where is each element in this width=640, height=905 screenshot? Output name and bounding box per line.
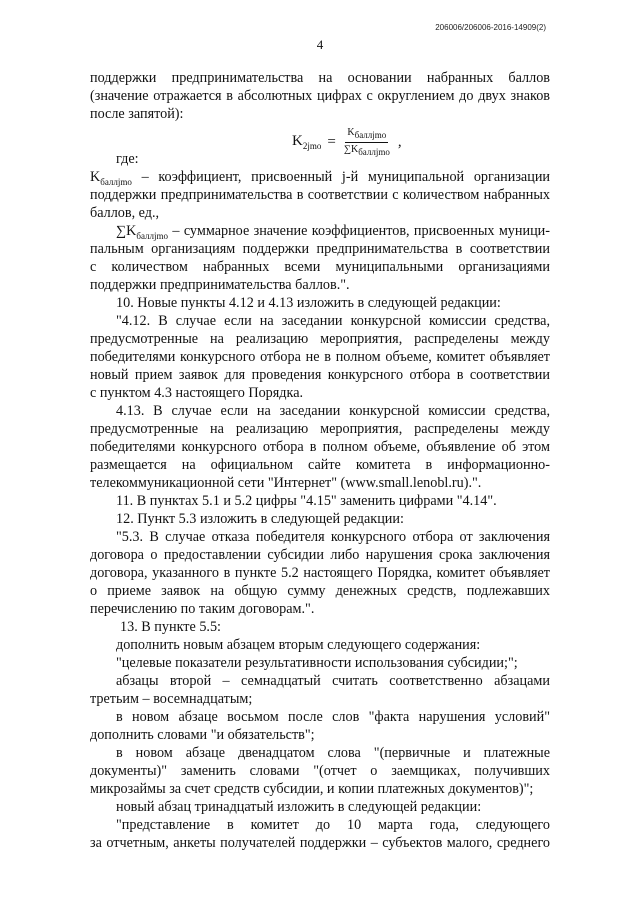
text-line: 11. В пунктах 5.1 и 5.2 цифры "4.15" заменить цифрами "4.14".	[116, 493, 497, 509]
text-line: после запятой):	[90, 106, 184, 122]
text-line: за отчетным, анкеты получателей поддержки – субъектов малого, среднего	[90, 835, 550, 851]
text-line: (значение отражается в абсолютных цифрах с округлением до двух знаков	[90, 88, 550, 104]
definition-line: $K_{баллjmo}$ – коэффициент, присвоенный j-й муниципальной организации	[90, 169, 550, 187]
formula-lhs: $K_{2jmo}$	[292, 133, 322, 151]
formula-equals: =	[327, 133, 336, 150]
text-line: в новом абзаце двенадцатом слова "(первичные и платежные	[116, 745, 550, 761]
text-line: 4.13. В случае если на заседании конкурсной комиссии средства,	[116, 403, 550, 419]
text-line: третьим – восемнадцатым;	[90, 691, 253, 707]
text-line: поддержки предпринимательства в соответствии с количеством набранных	[90, 187, 550, 203]
text-line: победителями конкурсного отбора в полном объеме, объявление об этом	[90, 439, 550, 455]
text-line: поддержки предпринимательства баллов.".	[90, 277, 350, 293]
text-line: телекоммуникационной сети "Интернет" (www.small.lenobl.ru).".	[90, 475, 482, 491]
page-number: 4	[316, 37, 324, 52]
text-line: размещается на официальном сайте комитета в информационно-	[90, 457, 550, 473]
text-line: с пунктом 4.3 настоящего Порядка.	[90, 385, 304, 401]
text-line: предусмотренные на реализацию мероприятия, распределены между	[90, 421, 550, 437]
text-line: договора о предоставлении субсидии либо нарушения срока заключения	[90, 547, 550, 563]
text-line: поддержки предпринимательства на основании набранных баллов	[90, 70, 550, 86]
document-id: 206006/206006-2016-14909(2)	[435, 23, 546, 32]
text-line: в новом абзаце восьмом после слов "факта нарушения условий"	[116, 709, 550, 725]
text-line: 13. В пункте 5.5:	[120, 619, 221, 635]
text-line: "5.3. В случае отказа победителя конкурсного отбора от заключения	[116, 529, 550, 545]
formula-comma: ,	[397, 133, 402, 150]
text-line: перечислению по таким договорам.".	[90, 601, 315, 617]
text-line: пальным организациям поддержки предпринимательства в соответствии	[90, 241, 550, 257]
text-line: 12. Пункт 5.3 изложить в следующей редакции:	[116, 511, 404, 527]
text-line: дополнить словами "и обязательств";	[90, 727, 315, 743]
text-line: "представление в комитет до 10 марта года, следующего	[116, 817, 550, 833]
definition-line: $\sum K_{баллjmo}$ – суммарное значение коэффициентов, присвоенных муници-	[116, 223, 550, 241]
text-line: абзацы второй – семнадцатый считать соответственно абзацами	[116, 673, 550, 689]
text-line: новый прием заявок для проведения конкурсного отбора в соответствии	[90, 367, 550, 383]
text-line: документы)" заменить словами "(отчет о заемщиках, получивших	[90, 763, 550, 779]
text-line: договора, указанного в пункте 5.2 настоящего Порядка, комитет объявляет	[90, 565, 550, 581]
text-line: с количеством набранных всеми муниципальными организациями	[90, 259, 550, 275]
text-line: баллов, ед.,	[90, 205, 160, 221]
formula-denominator: $\sum K_{баллjmo}$	[343, 143, 390, 157]
formula-numerator: $K_{баллjmo}$	[345, 127, 388, 143]
text-line: новый абзац тринадцатый изложить в следующей редакции:	[116, 799, 482, 815]
text-line: где:	[116, 151, 139, 167]
text-line: победителями конкурсного отбора не в полном объеме, комитет объявляет	[90, 349, 550, 365]
text-line: микрозаймы за счет средств субсидии, и копии платежных документов)";	[90, 781, 534, 797]
text-line: "4.12. В случае если на заседании конкурсной комиссии средства,	[116, 313, 550, 329]
text-line: предусмотренные на реализацию мероприятия, распределены между	[90, 331, 550, 347]
text-line: "целевые показатели результативности использования субсидии;";	[116, 655, 518, 671]
text-line: дополнить новым абзацем вторым следующего содержания:	[116, 637, 481, 653]
text-line: о приеме заявок на общую сумму денежных средств, подлежавших	[90, 583, 550, 599]
text-line: 10. Новые пункты 4.12 и 4.13 изложить в следующей редакции:	[116, 295, 501, 311]
